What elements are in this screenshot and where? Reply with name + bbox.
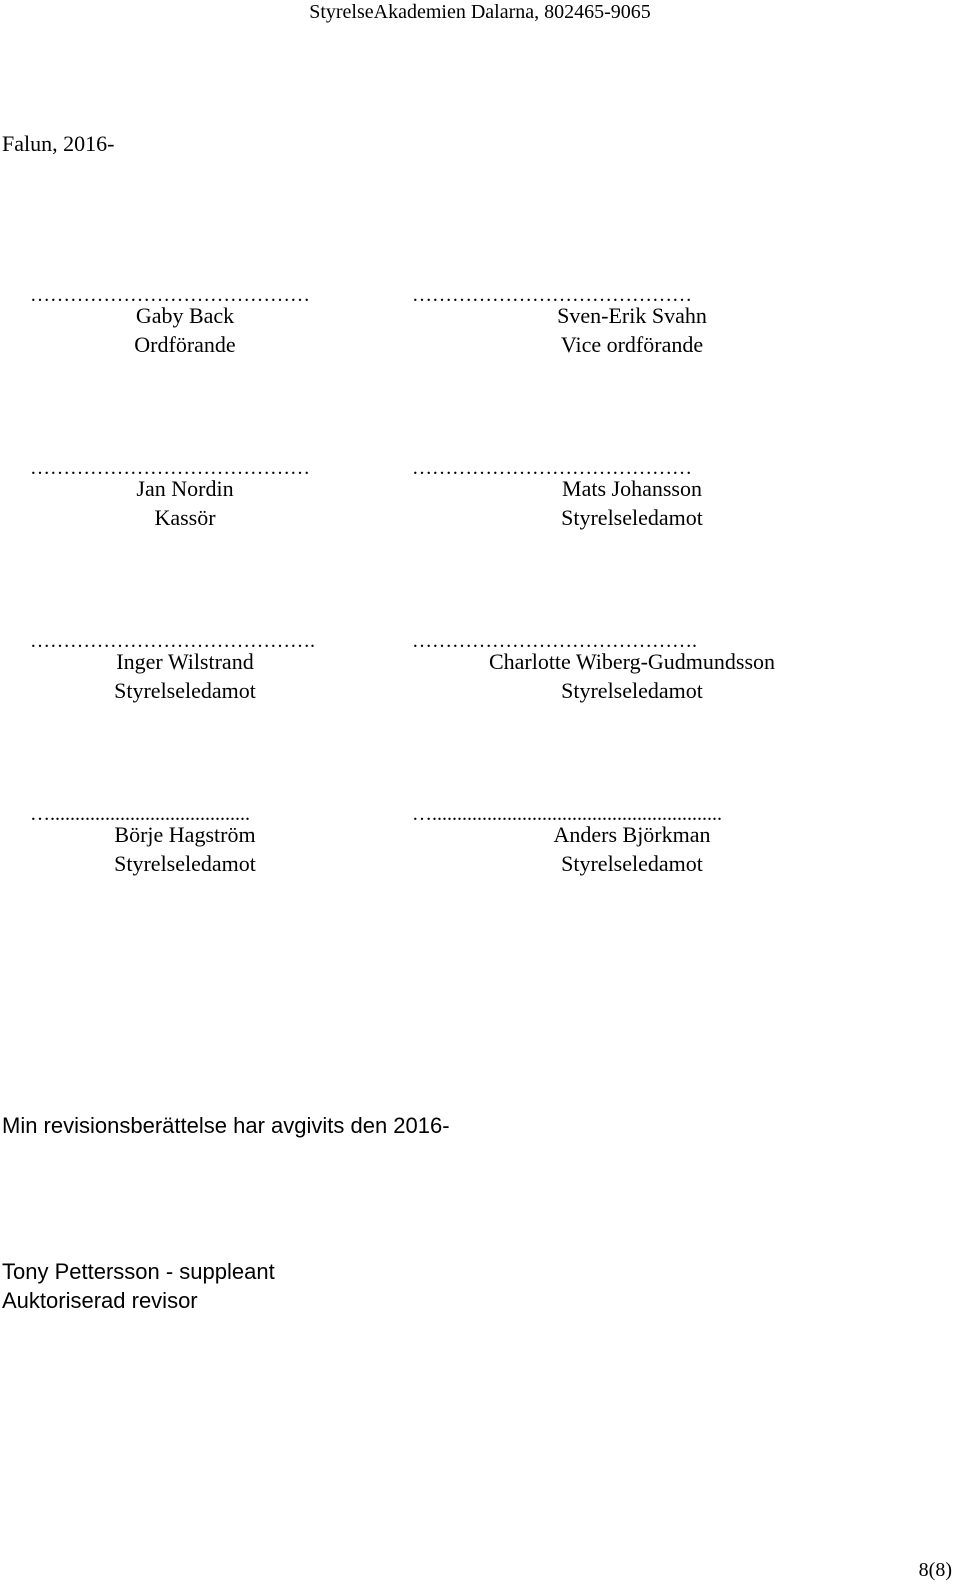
signature-line: …........................................: [30, 803, 250, 825]
signatory-name: Sven-Erik Svahn: [557, 303, 707, 328]
signatory-name: Charlotte Wiberg-Gudmundsson: [488, 649, 776, 674]
signatory-role: Styrelseledamot: [561, 678, 703, 703]
page-number: 8(8): [918, 1559, 952, 1581]
signatory-role: Ordförande: [134, 332, 236, 357]
signature-line: ……………………………………: [30, 284, 310, 306]
signatory-role: Styrelseledamot: [114, 851, 256, 876]
signature-line: ……………………………………: [412, 457, 692, 479]
signatory-role: Styrelseledamot: [114, 678, 256, 703]
signatory-role: Styrelseledamot: [561, 851, 703, 876]
audit-statement: Min revisionsberättelse har avgivits den 2016-: [2, 1113, 450, 1138]
place-date: Falun, 2016-: [2, 131, 115, 156]
signatory-role: Vice ordförande: [560, 332, 704, 357]
signatory-role: Styrelseledamot: [561, 505, 703, 530]
signature-line: …..........................................................: [412, 803, 722, 825]
signatory-name: Inger Wilstrand: [116, 649, 254, 674]
signatory-name: Anders Björkman: [553, 822, 711, 847]
signatory-name: Börje Hagström: [114, 822, 256, 847]
page-header: StyrelseAkademien Dalarna, 802465-9065: [309, 1, 651, 23]
auditor-title: Auktoriserad revisor: [2, 1288, 198, 1313]
signature-line: …………………………………….: [412, 630, 697, 652]
signatory-name: Jan Nordin: [136, 476, 234, 501]
auditor-name: Tony Pettersson - suppleant: [2, 1259, 275, 1284]
signatory-name: Mats Johansson: [562, 476, 702, 501]
signatory-name: Gaby Back: [135, 303, 235, 328]
signature-line: ……………………………………: [412, 284, 692, 306]
signature-line: …………………………………….: [30, 630, 315, 652]
signature-line: ……………………………………: [30, 457, 310, 479]
signatory-role: Kassör: [154, 505, 216, 530]
